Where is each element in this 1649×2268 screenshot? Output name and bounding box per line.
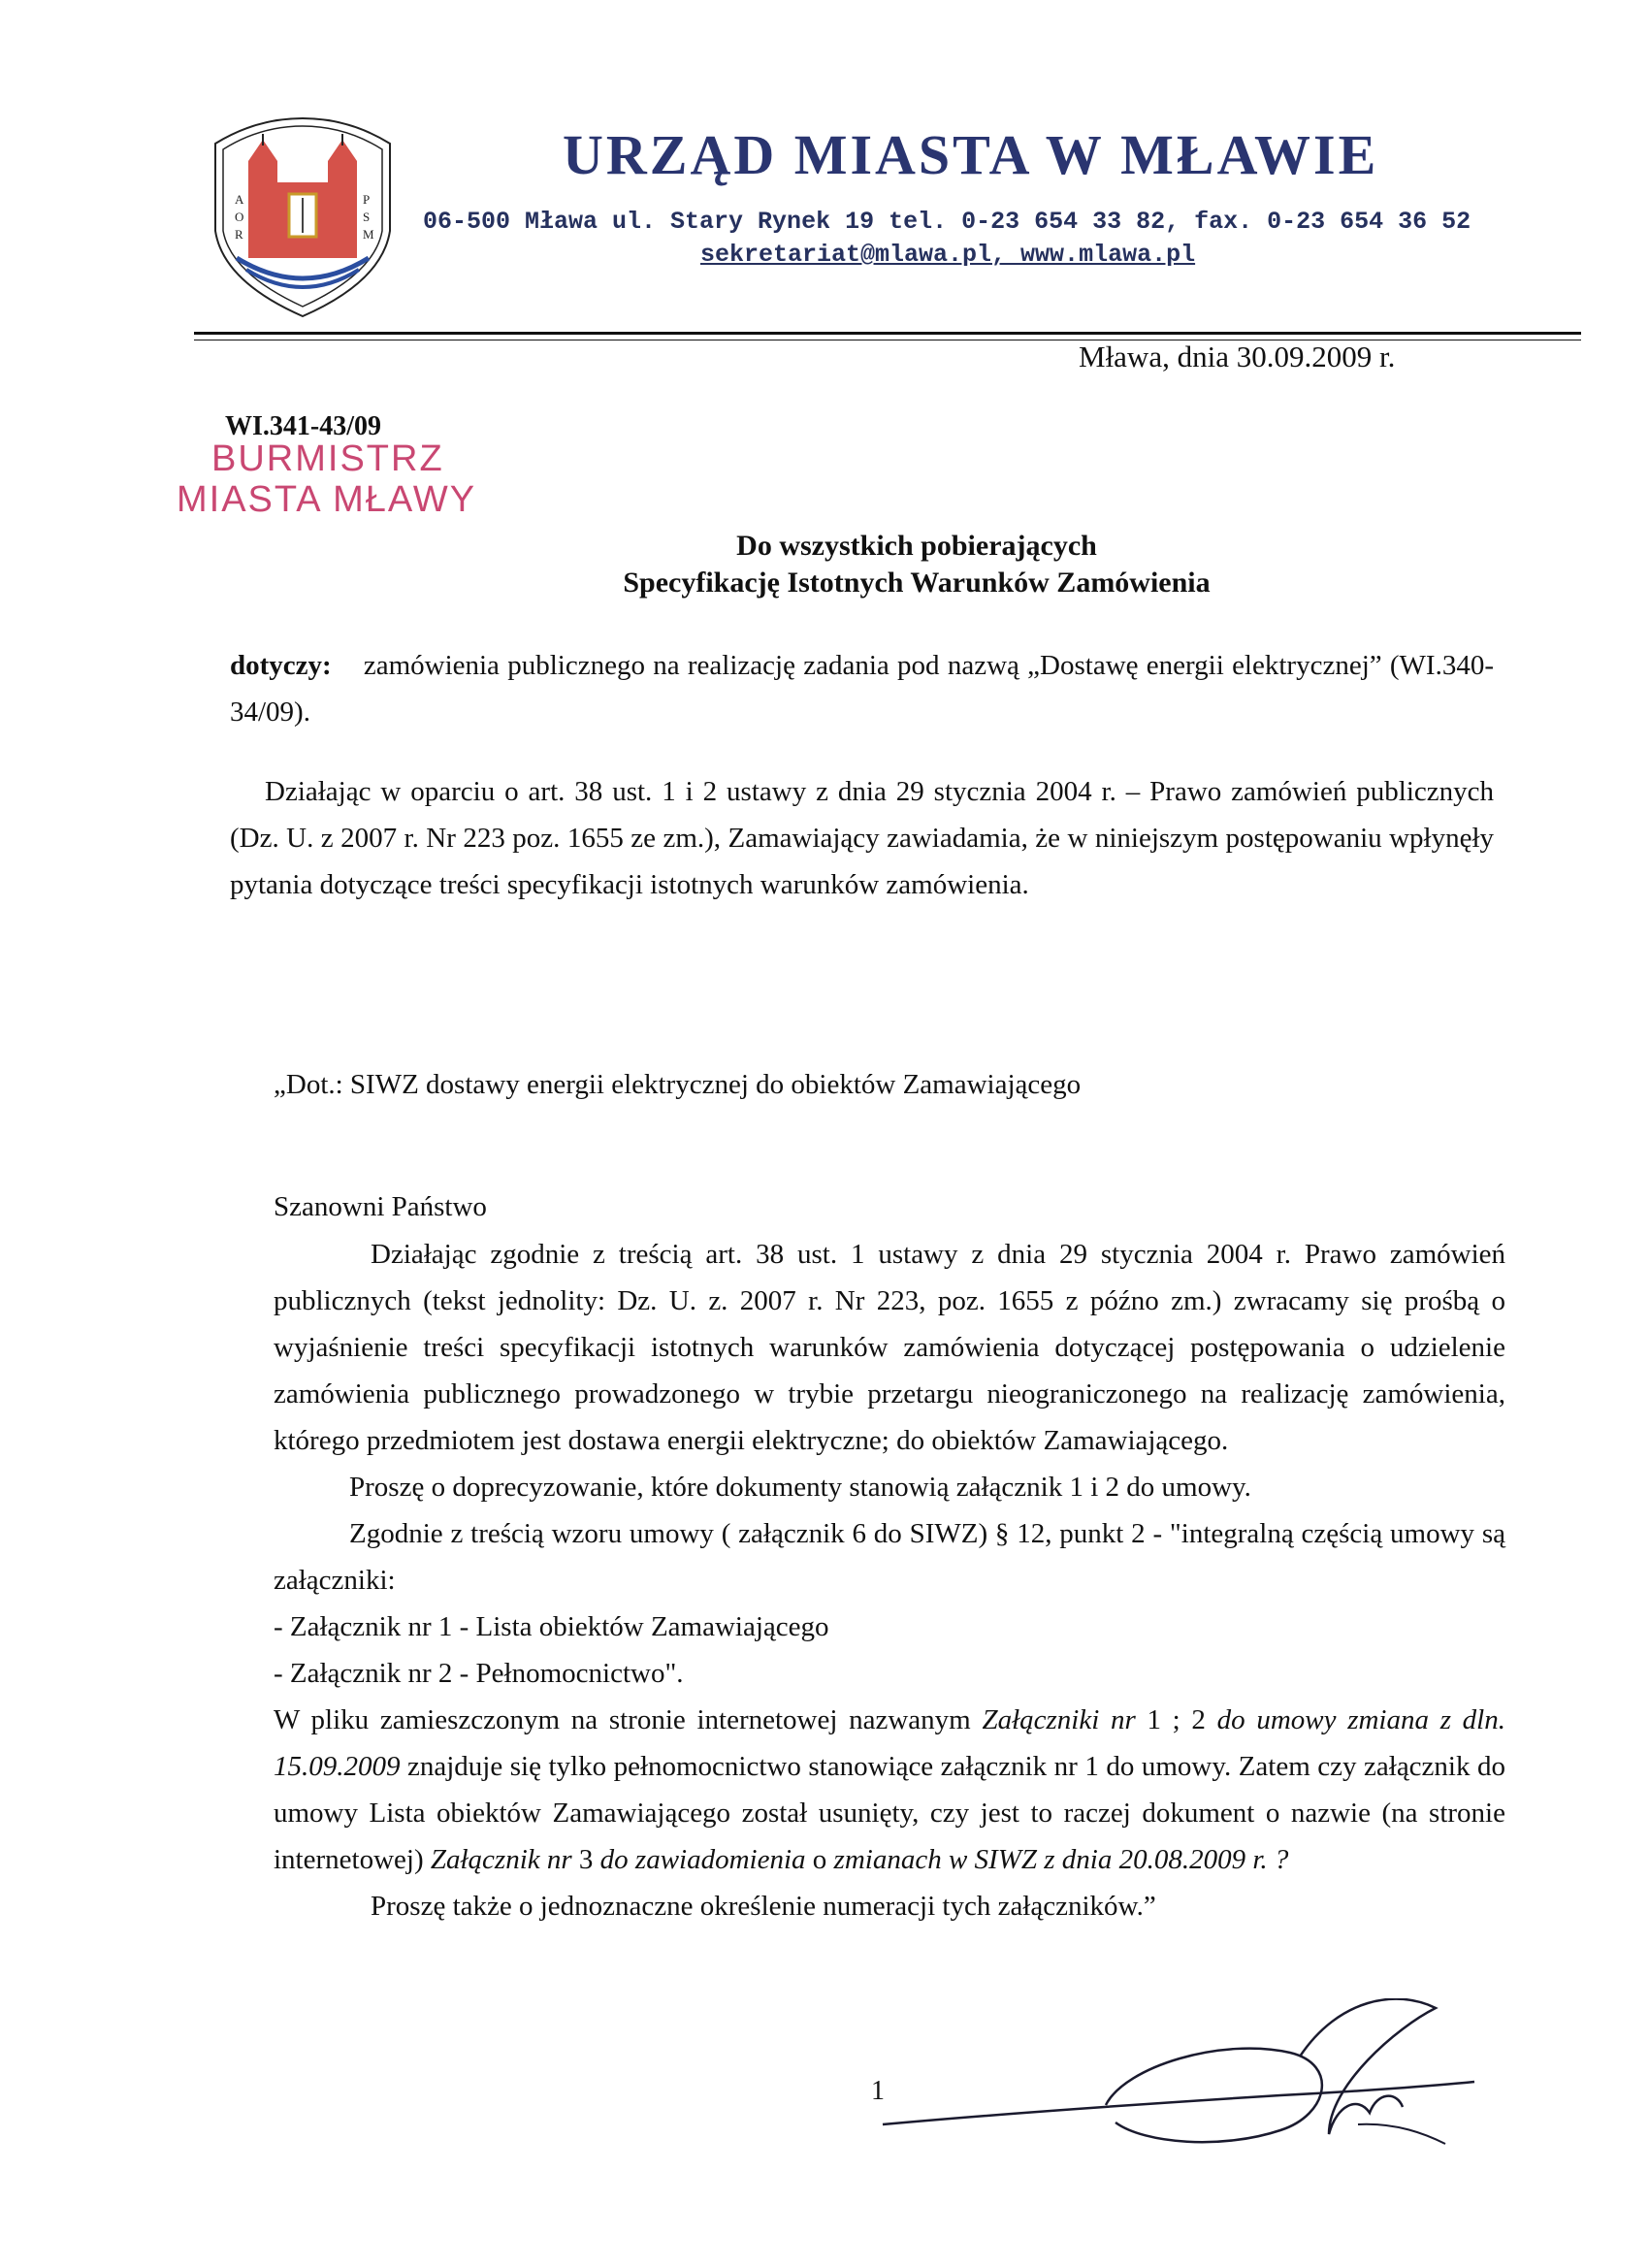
- crest-letter-p: P: [363, 192, 371, 207]
- page-number: 1: [871, 2076, 885, 2106]
- crest-letter-m: M: [363, 227, 374, 242]
- italic-run: Załączniki nr: [982, 1704, 1136, 1735]
- text-run: W pliku zamieszczonym na stronie internetowej nazwanym: [274, 1704, 983, 1735]
- attachment-list-item: - Załącznik nr 2 - Pełnomocnictwo".: [274, 1658, 684, 1689]
- organization-contact[interactable]: sekretariat@mlawa.pl, www.mlawa.pl: [700, 241, 1196, 269]
- text-run: 1 ; 2: [1135, 1704, 1217, 1735]
- attachment-list-item: - Załącznik nr 1 - Lista obiektów Zamawiającego: [274, 1611, 829, 1642]
- quoted-paragraph-2: Proszę o doprecyzowanie, które dokumenty stanowią załącznik 1 i 2 do umowy.: [349, 1472, 1251, 1503]
- quoted-letter-salutation: Szanowni Państwo: [274, 1191, 487, 1222]
- reference-number: WI.341-43/09: [225, 411, 381, 441]
- handwritten-signature: [873, 1998, 1494, 2202]
- letterhead-divider: [194, 332, 1581, 335]
- addressee-line-1: Do wszystkich pobierających: [736, 530, 1097, 562]
- mayor-stamp-line-1: BURMISTRZ: [211, 438, 444, 479]
- quoted-letter-body: [274, 1231, 1505, 1929]
- organization-name: URZĄD MIASTA W MŁAWIE: [563, 123, 1379, 186]
- subject-text: zamówienia publicznego na realizację zadania pod nazwą „Dostawę energii elektrycznej” (WI.340-34/09).: [230, 650, 1494, 728]
- organization-address: 06-500 Mława ul. Stary Rynek 19 tel. 0-23 654 33 82, fax. 0-23 654 36 52: [423, 208, 1471, 236]
- subject-paragraph: [230, 642, 1494, 735]
- quoted-paragraph-3: Zgodnie z treścią wzoru umowy ( załącznik 6 do SIWZ) § 12, punkt 2 - "integralną częścią umowy są załączniki:: [274, 1518, 1505, 1596]
- intro-paragraph: Działając w oparciu o art. 38 ust. 1 i 2 ustawy z dnia 29 stycznia 2004 r. – Prawo zamówień publicznych (Dz. U. z 2007 r. Nr 223 poz. 1655 ze zm.), Zamawiający zawiadamia, że w niniejszym postępowaniu wpłynęły pytania dotyczące treści specyfikacji istotnych warunków zamówienia.: [230, 776, 1494, 900]
- italic-run: Załącznik nr: [430, 1844, 572, 1875]
- quoted-paragraph-4: [274, 1697, 1505, 1883]
- city-coat-of-arms: [208, 114, 398, 320]
- quoted-letter-heading: „Dot.: SIWZ dostawy energii elektrycznej do obiektów Zamawiającego: [274, 1069, 1082, 1100]
- text-run: o: [805, 1844, 834, 1875]
- text-run: 3: [571, 1844, 600, 1875]
- crest-letter-r: R: [235, 227, 243, 242]
- italic-run: do umowy zmiana z dln. 15.09.2009: [274, 1704, 1505, 1782]
- letter-date: Mława, dnia 30.09.2009 r.: [1079, 340, 1396, 373]
- italic-run: zmianach w SIWZ z dnia 20.08.2009 r. ?: [833, 1844, 1289, 1875]
- quoted-paragraph-5: Proszę także o jednoznaczne określenie numeracji tych załączników.”: [371, 1891, 1156, 1922]
- crest-letter-s: S: [363, 210, 371, 224]
- crest-letter-o: O: [235, 210, 244, 224]
- subject-label: dotyczy:: [230, 650, 332, 681]
- addressee-line-2: Specyfikację Istotnych Warunków Zamówienia: [623, 567, 1211, 599]
- mayor-stamp-line-2: MIASTA MŁAWY: [177, 479, 477, 520]
- text-run: znajduje się tylko pełnomocnictwo stanowiące załącznik nr 1 do umowy. Zatem czy załącznik do umowy Lista obiektów Zamawiającego został usunięty, czy jest to raczej dokument o nazwie (na stronie internetowej): [274, 1751, 1505, 1875]
- quoted-paragraph-1: Działając zgodnie z treścią art. 38 ust. 1 ustawy z dnia 29 stycznia 2004 r. Prawo zamówień publicznych (tekst jednolity: Dz. U. z. 2007 r. Nr 223, poz. 1655 z późno zm.) zwracamy się prośbą o wyjaśnienie treści specyfikacji istotnych warunków zamówienia dotyczącej postępowania o udzielenie zamówienia publicznego prowadzonego w trybie przetargu nieograniczonego na realizację zamówienia, którego przedmiotem jest dostawa energii elektryczne; do obiektów Zamawiającego.: [274, 1239, 1505, 1456]
- italic-run: do zawiadomienia: [599, 1844, 806, 1875]
- crest-letter-a: A: [235, 192, 244, 207]
